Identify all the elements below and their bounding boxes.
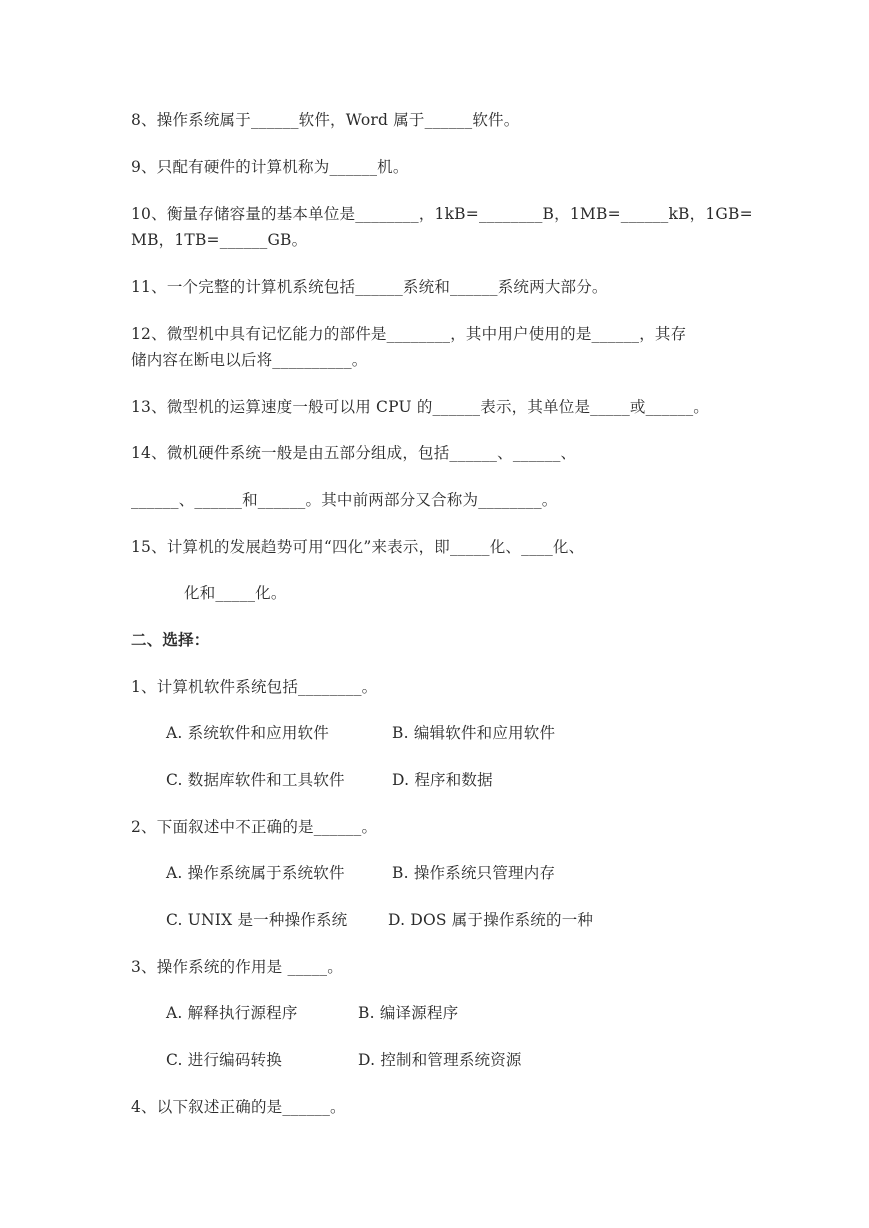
question-10-line-1: 10、衡量存储容量的基本单位是________，1kB=________B，1MB=______kB，1GB= xyxy=(131,205,753,223)
choice-3-stem: 3、操作系统的作用是 _____。 xyxy=(131,958,343,976)
choice-2-option-c: C. UNIX 是一种操作系统 xyxy=(166,911,348,929)
question-12-line-2: 储内容在断电以后将__________。 xyxy=(131,351,368,369)
choice-2-stem: 2、下面叙述中不正确的是______。 xyxy=(131,818,378,836)
choice-2-option-b: B. 操作系统只管理内存 xyxy=(392,864,556,882)
choice-1-stem: 1、计算机软件系统包括________。 xyxy=(131,678,378,696)
question-9: 9、只配有硬件的计算机称为______机。 xyxy=(131,158,409,176)
question-8: 8、操作系统属于______软件，Word 属于______软件。 xyxy=(131,111,520,129)
question-13: 13、微型机的运算速度一般可以用 CPU 的______表示，其单位是_____或______。 xyxy=(131,398,710,416)
choice-1-option-a: A. 系统软件和应用软件 xyxy=(166,724,329,742)
question-12-line-1: 12、微型机中具有记忆能力的部件是________，其中用户使用的是______，其存 xyxy=(131,325,687,343)
choice-4-stem: 4、以下叙述正确的是______。 xyxy=(131,1098,346,1116)
choice-2-option-d: D. DOS 属于操作系统的一种 xyxy=(388,911,594,929)
section-heading-choice: 二、选择： xyxy=(131,630,210,649)
question-14-line-1: 14、微机硬件系统一般是由五部分组成，包括______、______、 xyxy=(131,444,577,462)
choice-3-option-a: A. 解释执行源程序 xyxy=(166,1004,298,1022)
choice-1-option-c: C. 数据库软件和工具软件 xyxy=(166,771,345,789)
choice-3-option-b: B. 编译源程序 xyxy=(358,1004,459,1022)
choice-2-option-a: A. 操作系统属于系统软件 xyxy=(166,864,345,882)
question-15-line-1: 15、计算机的发展趋势可用“四化”来表示，即_____化、____化、 xyxy=(131,538,585,556)
question-10-line-2: MB，1TB=______GB。 xyxy=(131,231,308,249)
question-11: 11、一个完整的计算机系统包括______系统和______系统两大部分。 xyxy=(131,278,608,296)
question-15-line-2: 化和_____化。 xyxy=(184,584,287,602)
question-14-line-2: ______、______和______。其中前两部分又合称为________。 xyxy=(131,491,558,509)
choice-1-option-d: D. 程序和数据 xyxy=(392,771,493,789)
choice-3-option-d: D. 控制和管理系统资源 xyxy=(358,1051,522,1069)
choice-3-option-c: C. 进行编码转换 xyxy=(166,1051,282,1069)
choice-1-option-b: B. 编辑软件和应用软件 xyxy=(392,724,556,742)
